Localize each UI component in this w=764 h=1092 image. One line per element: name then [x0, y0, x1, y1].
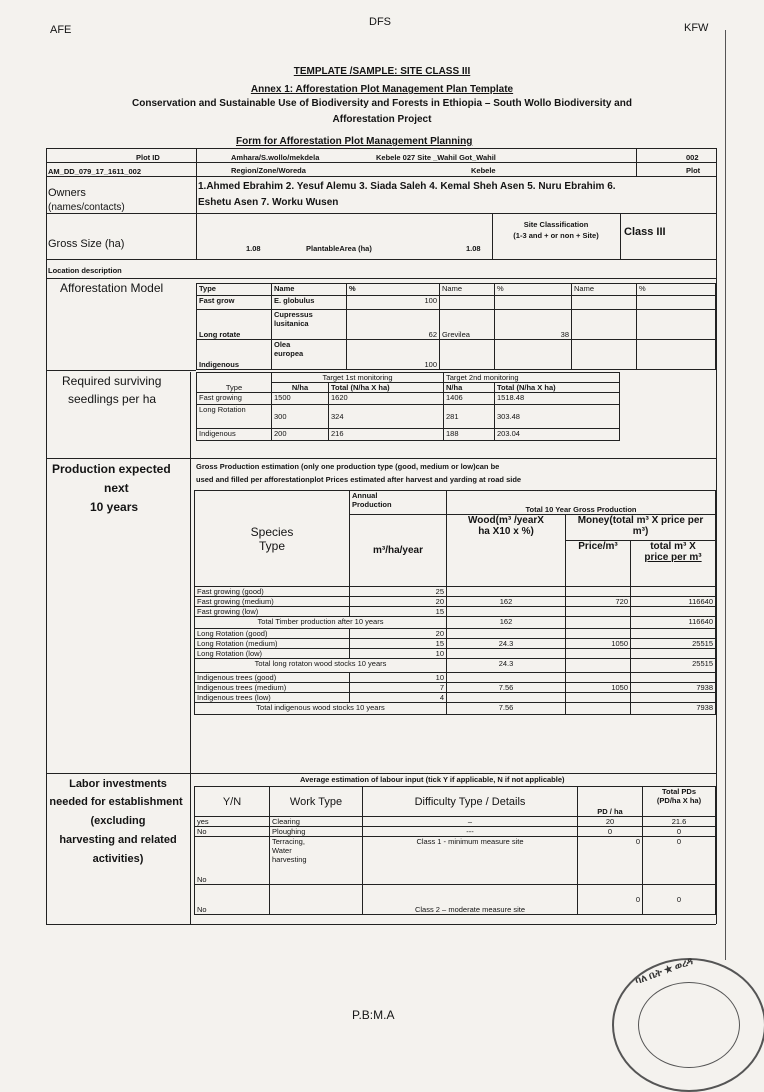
labor-head-work: Work Type [270, 787, 363, 817]
species-head-2: Type [258, 538, 285, 553]
labor-label-2: needed for establishment [49, 796, 183, 808]
prod-m3: 10 [350, 673, 447, 683]
production-label-2: next [104, 481, 129, 495]
seed-type: Indigenous [197, 429, 272, 441]
aff-type: Long rotate [197, 310, 272, 340]
species-head-1: Species [250, 524, 294, 539]
seed-type: Fast growing [197, 393, 272, 405]
labor-total: 21.6 [643, 817, 716, 827]
seed-n1: 200 [272, 429, 329, 441]
labor-head-total-1: Total PDs [661, 787, 697, 796]
prod-label: Long Rotation (medium) [195, 639, 350, 649]
labor-difficulty: Class 2 – moderate measure site [363, 885, 578, 915]
plantable-area-value: 1.08 [466, 244, 481, 253]
totm-head-1: total m³ X [650, 541, 696, 552]
prod-wood: 24.3 [447, 639, 566, 649]
aff-row-indigenous [197, 340, 716, 370]
kebele-value: Kebele 027 Site _Wahil Got_Wahil [376, 153, 496, 162]
labor-pd: 0 [578, 827, 643, 837]
prod-wood: 162 [447, 617, 566, 629]
prod-price [566, 673, 631, 683]
labor-note: Average estimation of labour input (tick Y if applicable, N if not applicable) [300, 775, 565, 784]
labor-total: 0 [643, 837, 716, 885]
plot-id-label: Plot ID [136, 153, 160, 162]
seed-head-nha: N/ha [272, 383, 329, 393]
money-head [566, 515, 716, 541]
prod-price: 720 [566, 597, 631, 607]
prod-wood: 24.3 [447, 659, 566, 673]
prod-label: Indigenous trees (low) [195, 693, 350, 703]
labor-difficulty: --- [363, 827, 578, 837]
prod-price [566, 649, 631, 659]
aff-head-type: Type [197, 284, 272, 296]
prod-m3: 10 [350, 649, 447, 659]
aff-head-pct3: % [637, 284, 716, 296]
seed-t1: 324 [329, 405, 444, 429]
prod-price [566, 629, 631, 639]
aff-pct: 62 [347, 310, 440, 340]
prod-total [631, 673, 716, 683]
labor-total: 0 [643, 885, 716, 915]
labor-yn: No [195, 837, 270, 885]
form-title: Form for Afforestation Plot Management Planning [236, 136, 473, 147]
owners-label: Owners [48, 187, 86, 199]
prod-label: Total Timber production after 10 years [195, 617, 447, 629]
labor-table [194, 786, 716, 915]
aff-type: Indigenous [197, 340, 272, 370]
seed-n2: 281 [444, 405, 495, 429]
prod-total: 116640 [631, 617, 716, 629]
prod-label: Total indigenous wood stocks 10 years [195, 703, 447, 715]
seedlings-label-1: Required surviving [62, 374, 162, 388]
wood-head-2: ha X10 x %) [478, 526, 534, 537]
annual-head-1: Annual [352, 491, 378, 500]
prod-price [566, 659, 631, 673]
labor-difficulty: Class 1 - minimum measure site [363, 837, 578, 885]
labor-row [195, 837, 716, 885]
prod-wood [447, 587, 566, 597]
plot-id-value: AM_DD_079_17_1611_002 [48, 167, 141, 176]
prod-price [566, 587, 631, 597]
owners-list-1: 1.Ahmed Ebrahim 2. Yesuf Alemu 3. Siada Saleh 4. Kemal Sheh Asen 5. Nuru Ebrahim 6. [198, 181, 616, 192]
seedlings-label-2: seedlings per ha [68, 392, 157, 406]
prod-m3: 15 [350, 607, 447, 617]
aff-head-pct2: % [495, 284, 572, 296]
totm-head [631, 541, 716, 587]
prod-label: Long Rotation (low) [195, 649, 350, 659]
labor-label-5: activities) [92, 853, 144, 865]
prod-m3: 25 [350, 587, 447, 597]
header-left: AFE [50, 24, 72, 36]
prod-row [195, 683, 716, 693]
prod-wood [447, 649, 566, 659]
prod-price [566, 607, 631, 617]
prod-label: Indigenous trees (medium) [195, 683, 350, 693]
site-class-sublabel: (1-3 and + or non + Site) [513, 231, 599, 240]
prod-m3: 20 [350, 629, 447, 639]
seed-n1: 1500 [272, 393, 329, 405]
prod-row [195, 693, 716, 703]
labor-head-total [643, 787, 716, 817]
prod-total: 116640 [631, 597, 716, 607]
labor-head-yn: Y/N [195, 787, 270, 817]
total10-head: Total 10 Year Gross Production [447, 491, 716, 515]
template-title: TEMPLATE /SAMPLE: SITE CLASS III [293, 66, 471, 77]
owners-sublabel: (names/contacts) [48, 202, 125, 213]
prod-label: Long Rotation (good) [195, 629, 350, 639]
aff-pct2: 38 [495, 310, 572, 340]
production-note-2: used and filled per afforestationplot Prices estimated after harvest and yarding at road side [196, 475, 522, 484]
labor-work [270, 885, 363, 915]
prod-price [566, 703, 631, 715]
prod-row [195, 607, 716, 617]
price-head: Price/m³ [566, 541, 631, 587]
prod-price: 1050 [566, 639, 631, 649]
prod-total-row [195, 659, 716, 673]
seed-type: Long Rotation [197, 405, 272, 429]
annual-head-2: Production [352, 500, 392, 509]
plot-label: Plot [686, 166, 701, 175]
labor-work-a: Terracing, [272, 837, 305, 846]
labor-work: Ploughing [270, 827, 363, 837]
seed-n2: 188 [444, 429, 495, 441]
plot-id-section [46, 149, 716, 177]
prod-row [195, 629, 716, 639]
aff-head-name3: Name [572, 284, 637, 296]
labor-pd: 20 [578, 817, 643, 827]
prod-price [566, 617, 631, 629]
gross-size-value: 1.08 [246, 244, 261, 253]
afforestation-model-label: Afforestation Model [60, 281, 164, 295]
seed-head-total2: Total (N/ha X ha) [495, 383, 620, 393]
aff-pct: 100 [347, 296, 440, 310]
location-label: Location description [48, 266, 122, 275]
prod-label: Fast growing (low) [195, 607, 350, 617]
seedlings-table [196, 372, 620, 441]
labor-pd: 0 [578, 885, 643, 915]
prod-wood [447, 673, 566, 683]
prod-label: Total long rotaton wood stocks 10 years [195, 659, 447, 673]
prod-label: Fast growing (medium) [195, 597, 350, 607]
gross-size-section [46, 214, 716, 260]
seed-t2: 303.48 [495, 405, 620, 429]
labor-label-1: Labor investments [69, 778, 167, 790]
prod-label: Indigenous trees (good) [195, 673, 350, 683]
site-class-value: Class III [624, 226, 666, 238]
labor-work: Clearing [270, 817, 363, 827]
prod-total: 7938 [631, 703, 716, 715]
prod-total-row [195, 703, 716, 715]
m3-head: m³/ha/year [350, 515, 447, 587]
gross-size-label: Gross Size (ha) [48, 238, 125, 250]
prod-price [566, 693, 631, 703]
prod-wood [447, 629, 566, 639]
annual-head [350, 491, 447, 515]
labor-head-difficulty: Difficulty Type / Details [363, 787, 578, 817]
prod-price: 1050 [566, 683, 631, 693]
prod-total [631, 607, 716, 617]
prod-total [631, 587, 716, 597]
stamp-text: ባለ ቤት ★ ወረዳ [633, 955, 695, 988]
labor-label-3: (excluding [90, 815, 146, 827]
aff-species-a: Olea [274, 340, 291, 349]
seed-row-long [197, 405, 620, 429]
seed-t1: 1620 [329, 393, 444, 405]
seed-t2: 203.04 [495, 429, 620, 441]
aff-species2: Grevilea [440, 310, 495, 340]
money-head-2: m³) [632, 526, 649, 537]
prod-wood [447, 693, 566, 703]
region-value: Amhara/S.wollo/mekdela [231, 153, 320, 162]
labor-row [195, 885, 716, 915]
labor-head-total-2: (PD/ha X ha) [656, 796, 702, 805]
prod-total [631, 693, 716, 703]
seed-n1: 300 [272, 405, 329, 429]
seed-t2: 1518.48 [495, 393, 620, 405]
labor-yn: yes [195, 817, 270, 827]
seed-head-total: Total (N/ha X ha) [329, 383, 444, 393]
kebele-label: Kebele [471, 166, 496, 175]
prod-total: 25515 [631, 639, 716, 649]
labor-yn: No [195, 827, 270, 837]
plot-number: 002 [686, 153, 699, 162]
seed-row-fast [197, 393, 620, 405]
owners-section [46, 177, 716, 213]
prod-m3: 4 [350, 693, 447, 703]
aff-species-b: lusitanica [274, 319, 309, 328]
seed-n2: 1406 [444, 393, 495, 405]
aff-species-b: europea [274, 349, 304, 358]
prod-total: 7938 [631, 683, 716, 693]
seed-head-t2: Target 2nd monitoring [444, 373, 620, 383]
owners-list-2: Eshetu Asen 7. Worku Wusen [198, 197, 339, 208]
labor-row [195, 827, 716, 837]
header-center: DFS [369, 16, 391, 28]
site-class-label: Site Classification [523, 220, 589, 229]
prod-row [195, 597, 716, 607]
seed-head-type: Type [197, 383, 272, 393]
labor-head-pd: PD / ha [578, 787, 643, 817]
stamp-inner-ring [638, 982, 740, 1068]
wood-head [447, 515, 566, 587]
prod-total-row [195, 617, 716, 629]
prod-row [195, 587, 716, 597]
prod-total [631, 649, 716, 659]
aff-type: Fast grow [197, 296, 272, 310]
labor-difficulty: – [363, 817, 578, 827]
wood-head-1: Wood(m³ /yearX [468, 515, 544, 526]
prod-total: 25515 [631, 659, 716, 673]
prod-wood [447, 607, 566, 617]
labor-total: 0 [643, 827, 716, 837]
header-right: KFW [684, 22, 709, 34]
labor-work-b: Water [272, 846, 292, 855]
labor-yn: No [195, 885, 270, 915]
aff-head-name2: Name [440, 284, 495, 296]
aff-pct: 100 [347, 340, 440, 370]
totm-head-2: price per m³ [644, 552, 702, 563]
seed-row-indigenous [197, 429, 620, 441]
production-table [194, 490, 716, 715]
production-note-1: Gross Production estimation (only one production type (good, medium or low)can be [196, 462, 500, 471]
labor-pd: 0 [578, 837, 643, 885]
aff-row-fast [197, 296, 716, 310]
seed-head-t1: Target 1st monitoring [272, 373, 444, 383]
labor-label-4: harvesting and related [59, 834, 177, 846]
seed-t1: 216 [329, 429, 444, 441]
seed-head-nha2: N/ha [444, 383, 495, 393]
aff-head-pct: % [347, 284, 440, 296]
aff-species: E. globulus [272, 296, 347, 310]
plantable-area-label: PlantableArea (ha) [306, 244, 372, 253]
project-title-1: Conservation and Sustainable Use of Biodiversity and Forests in Ethiopia – South Wollo Biodiversity and [132, 98, 632, 109]
footer-initials: P.B:M.A [352, 1008, 395, 1022]
afforestation-table [196, 283, 716, 370]
prod-m3: 20 [350, 597, 447, 607]
prod-wood: 162 [447, 597, 566, 607]
prod-wood: 7.56 [447, 703, 566, 715]
money-head-1: Money(total m³ X price per [577, 515, 704, 526]
annex-title: Annex 1: Afforestation Plot Management Plan Template [250, 84, 514, 95]
labor-work-c: harvesting [272, 855, 307, 864]
official-stamp [612, 955, 764, 1092]
production-label-3: 10 years [90, 500, 139, 514]
prod-total [631, 629, 716, 639]
project-title-2: Afforestation Project [332, 114, 432, 125]
production-label-1: Production expected [52, 462, 171, 476]
region-label: Region/Zone/Woreda [231, 166, 306, 175]
labor-row [195, 817, 716, 827]
prod-row [195, 649, 716, 659]
prod-row [195, 639, 716, 649]
prod-m3: 15 [350, 639, 447, 649]
aff-head-name: Name [272, 284, 347, 296]
prod-label: Fast growing (good) [195, 587, 350, 597]
prod-m3: 7 [350, 683, 447, 693]
prod-row [195, 673, 716, 683]
prod-wood: 7.56 [447, 683, 566, 693]
aff-species-a: Cupressus [274, 310, 313, 319]
aff-row-long [197, 310, 716, 340]
